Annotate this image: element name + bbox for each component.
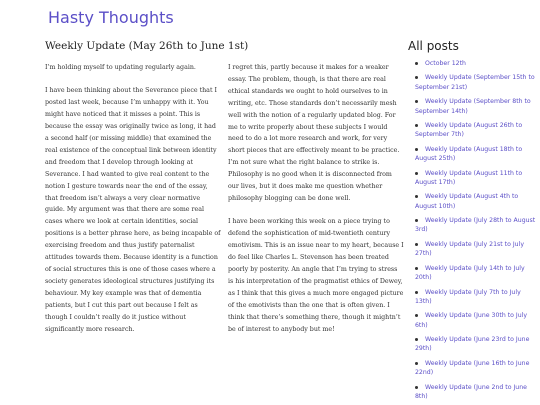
post-paragraph: I regret this, partly because it makes for a weaker essay. The problem, though, is that there are real ethical standards we ought to hold ourselves to in writing, etc. Those standards don’t necessarily mesh well with the notion of a regularly updated blog. For me to write properly about these subjects I would need to do a lot more research and work, for very short pieces that are effectively meant to be practice. I’m not sure what the right balance to strike is. Philosophy is no good when it is disconnected from our lives, but it does make me question whether philosophy blogging can be done well.: [228, 64, 400, 202]
post-title: Weekly Update (May 26th to June 1st): [45, 40, 249, 52]
post-list-item: [408, 97, 538, 116]
post-link[interactable]: Weekly Update (June 2nd to June 8th): [415, 383, 527, 400]
bullet-icon: [415, 62, 418, 65]
post-list-item: [408, 359, 538, 378]
post-link[interactable]: Weekly Update (September 8th to September 14th): [415, 98, 531, 115]
post-list-item: [408, 169, 538, 188]
post-list-item: [408, 383, 538, 402]
post-list-item: [408, 192, 538, 211]
site-title-link[interactable]: Hasty Thoughts: [48, 8, 174, 27]
post-link[interactable]: Weekly Update (August 4th to August 10th): [415, 193, 519, 210]
post-link[interactable]: Weekly Update (July 14th to July 20th): [415, 264, 525, 282]
bullet-icon: [415, 386, 418, 389]
post-list-item: [408, 59, 538, 68]
post-link[interactable]: Weekly Update (June 16th to June 22nd): [415, 359, 530, 377]
post-list-item: [408, 311, 538, 330]
bullet-icon: [415, 362, 418, 365]
post-link[interactable]: Weekly Update (June 23rd to June 29th): [415, 336, 530, 353]
post-paragraph: I have been thinking about the Severance piece that I posted last week, because I’m unhappy with it. You might have noticed that it misses a point. This is because the essay was originally twice as long, it had a second half (or missing middle) that examined the real existence of the conceptual link between identity and freedom that I develop through looking at Severance. I had wanted to give real content to the notion I gesture towards near the end of the essay, that freedom isn’t always a very clear normative guide. My argument was that there are some real cases where we look at certain identities, social positions is a better phrase here, as being incapable of exercising freedom and thus justify paternalist attitudes towards them. Because identity is a function of social structures this is one of those cases where a society generates ideological structures justifying its behaviour. My key example was that of dementia patients, but I cut this part out because I felt as though I couldn’t really do it justice without significantly more research.: [45, 87, 221, 333]
bullet-icon: [415, 267, 418, 270]
post-link[interactable]: Weekly Update (June 30th to July 6th): [415, 312, 528, 329]
post-link[interactable]: Weekly Update (July 21st to July 27th): [415, 240, 524, 258]
bullet-icon: [415, 243, 418, 246]
post-link[interactable]: Weekly Update (September 15th to September 21st): [415, 74, 535, 91]
post-list-item: [408, 121, 538, 140]
post-link[interactable]: Weekly Update (July 7th to July 13th): [415, 288, 521, 305]
post-link[interactable]: Weekly Update (August 26th to September 7th): [415, 122, 523, 139]
post-list-item: [408, 145, 538, 164]
post-link[interactable]: Weekly Update (August 11th to August 17th): [415, 169, 523, 186]
post-paragraph: I’m holding myself to updating regularly again.: [45, 64, 196, 71]
post-paragraph: I have been working this week on a piece trying to defend the sophistication of mid-twentieth century emotivism. This is an issue near to my heart, because I do feel like Charles L. Stevenson has been treated poorly by posterity. An angle that I’m trying to stress is his interpretation of the pragmatist ethics of Dewey, as I think that this gives a much more engaged picture of the emotivists than the one that is often given. I think that there’s something there, though it mightn’t be of interest to anybody but me!: [228, 218, 404, 333]
post-list-item: [408, 216, 538, 235]
post-list-item: [408, 264, 538, 283]
post-list-item: [408, 335, 538, 354]
post-body-right-column: [228, 62, 404, 347]
bullet-icon: [415, 148, 418, 151]
sidebar-title: All posts: [408, 39, 459, 53]
post-link[interactable]: October 12th: [425, 60, 466, 67]
post-body-left-column: [45, 62, 221, 347]
post-link[interactable]: Weekly Update (July 28th to August 3rd): [415, 217, 536, 234]
bullet-icon: [415, 291, 418, 294]
post-list-item: [408, 288, 538, 307]
post-list-item: [408, 240, 538, 259]
post-link[interactable]: Weekly Update (August 18th to August 25th): [415, 145, 523, 163]
bullet-icon: [415, 172, 418, 175]
post-list-item: [408, 73, 538, 92]
all-posts-list: [408, 59, 538, 405]
